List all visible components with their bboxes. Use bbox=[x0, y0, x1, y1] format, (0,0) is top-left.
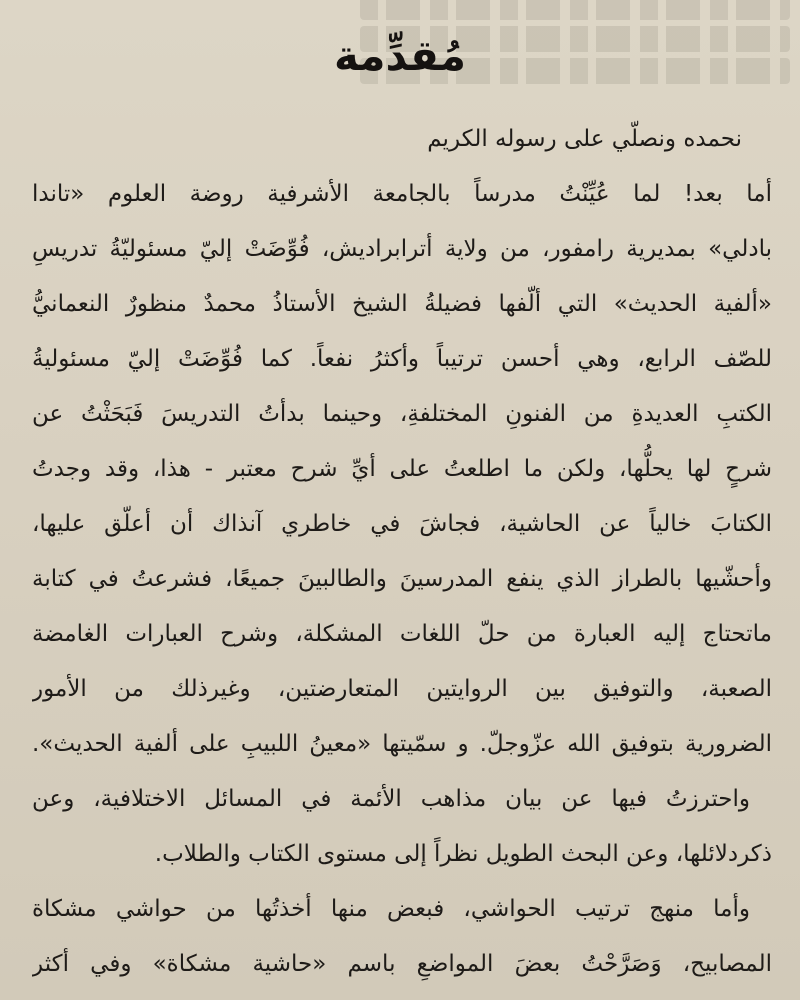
text-line: الصعبة، والتوفيق بين الروايتين المتعارضتين، وغيرذلك من الأمور bbox=[32, 676, 772, 702]
text-line: «ألفية الحديث» التي ألّفها فضيلةُ الشيخ الأستاذُ محمدٌ منظورٌ النعمانيُّ bbox=[32, 291, 772, 317]
text-line: الكتابَ خالياً عن الحاشية، فجاشَ في خاطري آنذاك أن أعلّق عليها، bbox=[32, 511, 772, 537]
text-line: واحترزتُ فيها عن بيان مذاهب الأئمة في المسائل الاختلافية، وعن bbox=[32, 786, 750, 812]
text-line: ماتحتاج إليه العبارة من حلّ اللغات المشكلة، وشرح العبارات الغامضة bbox=[32, 621, 772, 647]
text-line: وأحشّيها بالطراز الذي ينفع المدرسينَ والطالبينَ جميعًا، فشرعتُ في كتابة bbox=[32, 566, 772, 592]
text-line: للصّف الرابع، وهي أحسن ترتيباً وأكثرُ نفعاً. كما فُوِّضَتْ إليّ مسئوليةُ bbox=[32, 346, 772, 372]
text-line-greeting: نحمده ونصلّي على رسوله الكريم bbox=[427, 126, 742, 152]
text-line: وأما منهج ترتيب الحواشي، فبعض منها أخذتُها من حواشي مشكاة bbox=[32, 896, 750, 922]
text-line: بادلي» بمديرية رامفور، من ولاية أترابراديش، فُوِّضَتْ إليّ مسئوليّةُ تدريسِ bbox=[32, 236, 772, 262]
text-line: أما بعد! لما عُيِّنْتُ مدرساً بالجامعة الأشرفية روضة العلوم «تاندا bbox=[32, 181, 772, 207]
text-line: المصابيح، وَصَرَّحْتُ بعضَ المواضعِ باسم «حاشية مشكاة» وفي أكثر bbox=[32, 951, 772, 977]
text-line: الكتبِ العديدةِ من الفنونِ المختلفةِ، وحينما بدأتُ التدريسَ فَبَحَثْتُ عن bbox=[32, 401, 772, 427]
text-line: شرحٍ لها يحلُّها، ولكن ما اطلعتُ على أيِّ شرح معتبر - هذا، وقد وجدتُ bbox=[32, 456, 772, 482]
page-title: مُقدِّمة bbox=[334, 31, 466, 80]
text-line: الضرورية بتوفيق الله عزّوجلّ. و سمّيتها «معينُ اللبيبِ على ألفية الحديث». bbox=[32, 731, 772, 757]
text-line: ذكردلائلها، وعن البحث الطويل نظراً إلى مستوى الكتاب والطلاب. bbox=[154, 841, 772, 867]
body-text bbox=[32, 112, 772, 992]
